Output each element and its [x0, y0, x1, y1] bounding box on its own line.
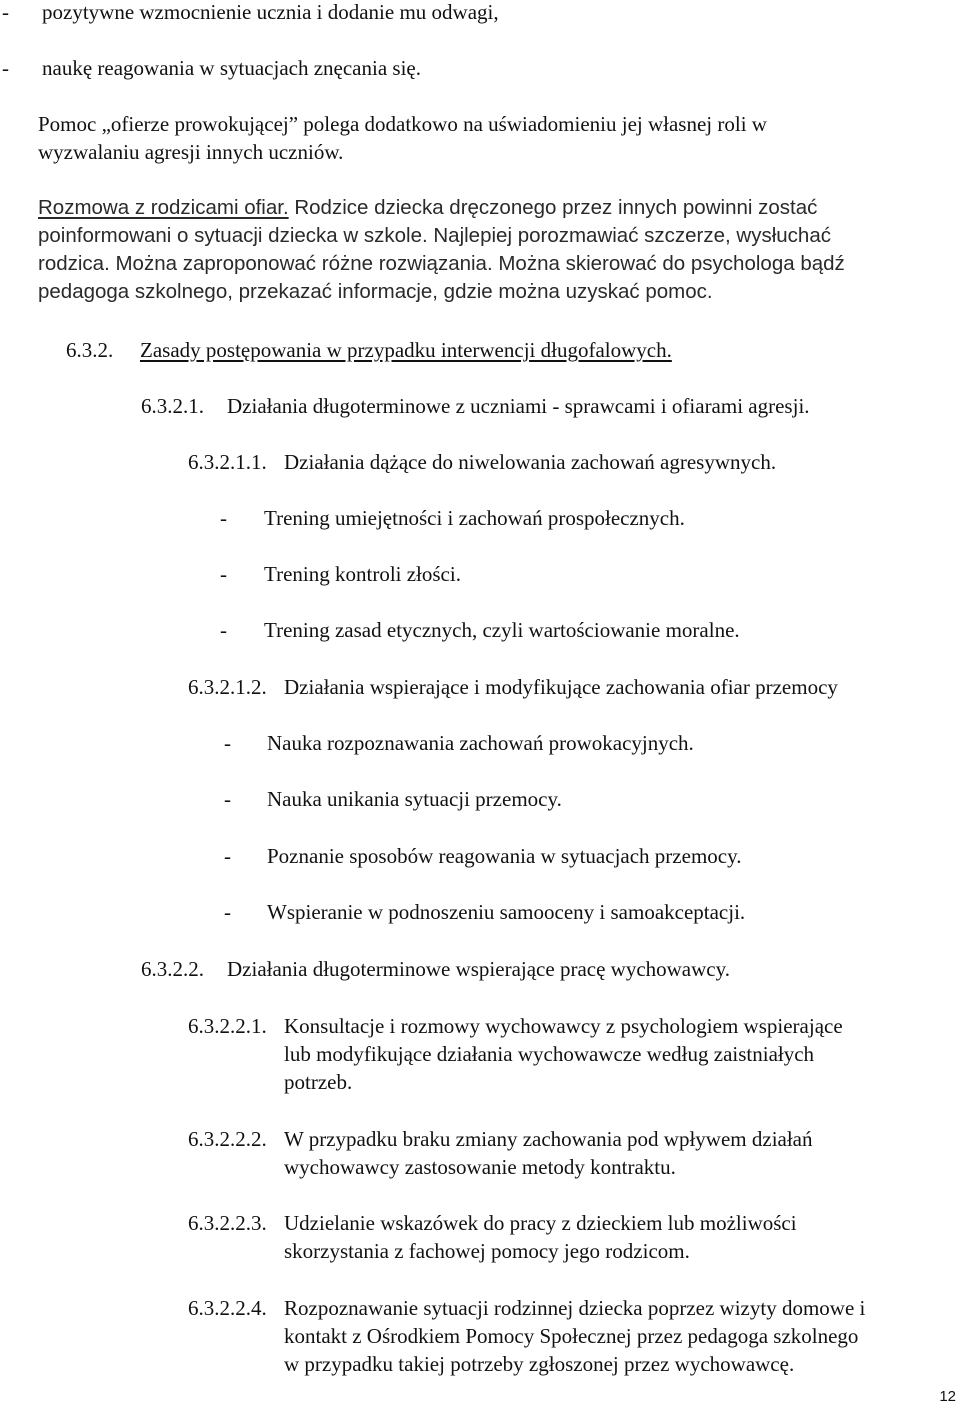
paragraph-pomoc-line-2: wyzwalaniu agresji innych uczniów. — [38, 140, 344, 164]
section-number: 6.3.2.1.2. — [188, 675, 267, 699]
item-line: W przypadku braku zmiany zachowania pod wpływem działań — [284, 1127, 813, 1151]
section-heading — [66, 336, 946, 364]
section-number: 6.3.2.1. — [141, 394, 204, 418]
bullet-dash: - — [224, 731, 231, 755]
item-number: 6.3.2.2.3. — [188, 1211, 267, 1235]
subsubsection-heading — [188, 673, 958, 701]
bullet-dash: - — [220, 618, 227, 642]
item-line: Udzielanie wskazówek do pracy z dzieckiem lub możliwości — [284, 1211, 797, 1235]
list-item: Nauka rozpoznawania zachowań prowokacyjnych. — [267, 731, 694, 755]
paragraph-rozmowa-line-2: poinformowani o sytuacji dziecka w szkole. Najlepiej porozmawiać szczerze, wysłuchać — [38, 224, 831, 247]
item-line: skorzystania z fachowej pomocy jego rodzicom. — [284, 1239, 690, 1263]
item-line: potrzeb. — [284, 1070, 353, 1094]
item-number: 6.3.2.2.2. — [188, 1127, 267, 1151]
paragraph-rozmowa-line-3: rodzica. Można zaproponować różne rozwiązania. Można skierować do psychologa bądź — [38, 252, 845, 275]
section-title: Działania dążące do niwelowania zachowań agresywnych. — [284, 450, 777, 474]
section-number: 6.3.2.2. — [141, 957, 204, 981]
list-item: Trening umiejętności i zachowań prospołecznych. — [264, 506, 685, 530]
item-line: wychowawcy zastosowanie metody kontraktu. — [284, 1155, 676, 1179]
paragraph-rozmowa-line-4: pedagoga szkolnego, przekazać informacje, gdzie można uzyskać pomoc. — [38, 280, 713, 303]
bullet-dash: - — [220, 562, 227, 586]
section-title: Działania długoterminowe wspierające pracę wychowawcy. — [227, 957, 730, 981]
list-item: Nauka unikania sytuacji przemocy. — [267, 787, 562, 811]
top-bullet-2: naukę reagowania w sytuacjach znęcania się. — [42, 56, 421, 80]
list-item: Poznanie sposobów reagowania w sytuacjach przemocy. — [267, 844, 742, 868]
section-number: 6.3.2. — [66, 338, 114, 362]
numbered-item — [188, 1209, 958, 1265]
numbered-item — [188, 1125, 958, 1181]
rozmowa-text: Rodzice dziecka dręczonego przez innych powinni zostać — [288, 196, 818, 219]
bullet-dash: - — [224, 844, 231, 868]
item-line: Konsultacje i rozmowy wychowawcy z psychologiem wspierające — [284, 1014, 843, 1038]
item-line: lub modyfikujące działania wychowawcze według zaistniałych — [284, 1042, 815, 1066]
item-line: w przypadku takiej potrzeby zgłoszonej przez wychowawcę. — [284, 1352, 795, 1376]
section-title: Działania wspierające i modyfikujące zachowania ofiar przemocy — [284, 675, 838, 699]
top-bullet-1: pozytywne wzmocnienie ucznia i dodanie mu odwagi, — [42, 0, 499, 24]
bullet-dash: - — [220, 506, 227, 530]
subsubsection-heading — [188, 448, 948, 476]
section-number: 6.3.2.1.1. — [188, 450, 267, 474]
list-item: Wspieranie w podnoszeniu samooceny i samoakceptacji. — [267, 900, 746, 924]
rozmowa-heading: Rozmowa z rodzicami ofiar. — [38, 196, 289, 219]
section-title: Zasady postępowania w przypadku interwencji długofalowych. — [140, 338, 672, 362]
bullet-dash: - — [2, 0, 9, 24]
subsection-heading — [141, 392, 956, 420]
bullet-dash: - — [224, 900, 231, 924]
list-item: Trening kontroli złości. — [264, 562, 461, 586]
numbered-item — [188, 1294, 958, 1378]
subsection-heading — [141, 955, 956, 983]
bullet-dash: - — [2, 56, 9, 80]
item-number: 6.3.2.2.4. — [188, 1296, 267, 1320]
paragraph-rozmowa-line-1 — [38, 194, 817, 222]
list-item: Trening zasad etycznych, czyli wartościowanie moralne. — [264, 618, 740, 642]
numbered-item — [188, 1012, 958, 1096]
item-number: 6.3.2.2.1. — [188, 1014, 267, 1038]
page-number: 12 — [939, 1388, 956, 1405]
item-line: Rozpoznawanie sytuacji rodzinnej dziecka poprzez wizyty domowe i — [284, 1296, 866, 1320]
bullet-dash: - — [224, 787, 231, 811]
section-title: Działania długoterminowe z uczniami - sprawcami i ofiarami agresji. — [227, 394, 810, 418]
paragraph-pomoc-line-1: Pomoc „ofierze prowokującej” polega dodatkowo na uświadomieniu jej własnej roli w — [38, 112, 767, 136]
item-line: kontakt z Ośrodkiem Pomocy Społecznej przez pedagoga szkolnego — [284, 1324, 859, 1348]
